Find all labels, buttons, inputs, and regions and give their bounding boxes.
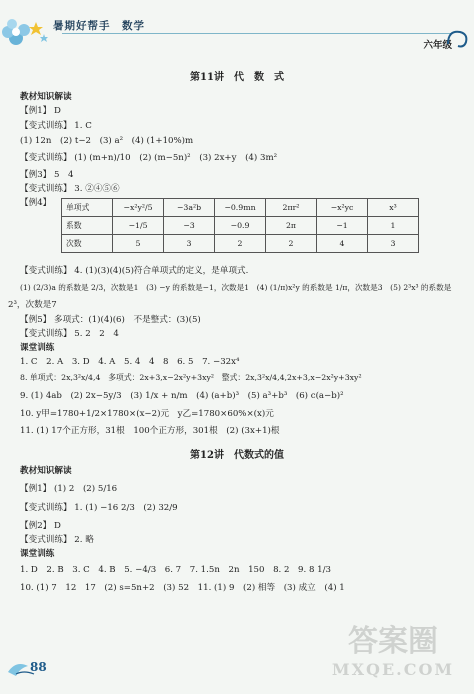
- lesson12-variant2: 【变式训练】 2. 略: [20, 535, 94, 545]
- lesson11-example4: 【例4】: [20, 198, 52, 208]
- table-cell: −3a²b: [164, 199, 215, 217]
- lesson11-practice-1-7: 1. C 2. A 3. D 4. A 5. 4 4 8 6. 5 7. −32x⁴: [20, 357, 240, 367]
- table-cell: 系数: [62, 217, 113, 235]
- table-cell: −1/5: [113, 217, 164, 235]
- table-cell: 2: [266, 235, 317, 253]
- page-number: 88: [30, 660, 47, 674]
- table-cell: 3: [368, 235, 419, 253]
- table-cell: 2π: [266, 217, 317, 235]
- lesson11-variant4-tail: 2³，次数是7: [8, 300, 57, 310]
- lesson11-example5: 【例5】 多项式：(1)(4)(6) 不是整式：(3)(5): [20, 315, 201, 325]
- table-cell: −3: [164, 217, 215, 235]
- lesson11-example1: 【例1】 D: [20, 106, 61, 116]
- lesson12-variant1: 【变式训练】 1. (1) −16 2/3 (2) 32/9: [20, 503, 178, 513]
- table-row: [62, 235, 419, 253]
- lesson11-variant5: 【变式训练】 5. 2 2 4: [20, 329, 119, 339]
- table-cell: 3: [164, 235, 215, 253]
- watermark-text: 答案圈: [348, 624, 438, 659]
- table-cell: x³: [368, 199, 419, 217]
- lesson11-variant3: 【变式训练】 3. ②④⑤⑥: [20, 184, 120, 194]
- grade-label: 六年级: [423, 40, 452, 51]
- table-cell: 2: [215, 235, 266, 253]
- lesson11-variant4: 【变式训练】 4. (1)(3)(4)(5)符合单项式的定义，是单项式.: [20, 266, 249, 276]
- lesson12-example1: 【例1】 (1) 2 (2) 5/16: [20, 484, 118, 494]
- page-header: [0, 0, 474, 52]
- table-cell: −0.9: [215, 217, 266, 235]
- lesson11-practice-10: 10. y甲=1780+1/2×1780×(x−2)元 y乙=1780×60%×(x)元: [20, 409, 274, 419]
- table-cell: 单项式: [62, 199, 113, 217]
- lesson11-practice-9: 9. (1) 4ab (2) 2x−5y/3 (3) 1/x + n/m (4) (a+b)³ (5) a³+b³ (6) c(a−b)²: [20, 391, 344, 401]
- table-cell: −1: [317, 217, 368, 235]
- table-cell: −x²y²/5: [113, 199, 164, 217]
- lesson11-practice-11: 11. (1) 17个正方形，31根 100个正方形，301根 (2) (3x+1)根: [20, 426, 280, 436]
- table-cell: −x²yc: [317, 199, 368, 217]
- lesson12-example2: 【例2】 D: [20, 521, 61, 531]
- lesson11-intro: 教材知识解读: [20, 92, 72, 102]
- lesson11-practice-8: 8. 单项式：2x,3²x/4,4 多项式：2x+3,x−2x²y+3xy² 整式：2x,3²x/4,4,2x+3,x−2x²y+3xy²: [20, 373, 362, 382]
- lesson12-practice-1-9: 1. D 2. B 3. C 4. B 5. −4/3 6. 7 7. 1.5n 2n 150 8. 2 9. 8 1/3: [20, 565, 332, 575]
- lesson12-title: 第12讲 代数式的值: [190, 450, 284, 461]
- header-divider: [62, 33, 452, 34]
- lesson11-variant2: 【变式训练】 (1) (m+n)/10 (2) (m−5n)² (3) 2x+y (4) 3m²: [20, 153, 278, 163]
- table-row: [62, 217, 419, 235]
- table-cell: 次数: [62, 235, 113, 253]
- lesson11-title: 第11讲 代 数 式: [190, 72, 284, 83]
- table-cell: −0.9mn: [215, 199, 266, 217]
- lesson12-intro: 教材知识解读: [20, 466, 72, 476]
- flower-logo-icon: [0, 0, 60, 52]
- lesson11-variant1-answers: (1) 12n (2) t−2 (3) a² (4) (1+10%)m: [20, 136, 194, 146]
- lesson11-example3: 【例3】 5 4: [20, 170, 74, 180]
- lesson11-variant4-detail: (1) (2/3)a 的系数是 2/3，次数是1 (3) −y 的系数是−1，次数是1 (4) (1/π)x²y 的系数是 1/π，次数是3 (5) 2³x³ 的系数是: [20, 283, 452, 292]
- swirl-decoration-icon: [442, 24, 472, 54]
- table-cell: 2πr²: [266, 199, 317, 217]
- lesson11-class-practice: 课堂训练: [20, 343, 55, 353]
- watermark-logo: [318, 616, 468, 688]
- watermark-url: MXQE.COM: [331, 660, 455, 679]
- lesson12-class-practice: 课堂训练: [20, 549, 55, 559]
- monomial-table: [61, 198, 419, 253]
- table-row: [62, 199, 419, 217]
- lesson11-variant1: 【变式训练】 1. C: [20, 121, 92, 131]
- table-cell: 1: [368, 217, 419, 235]
- table-cell: 5: [113, 235, 164, 253]
- series-title: 暑期好帮手 数学: [53, 20, 145, 32]
- table-cell: 4: [317, 235, 368, 253]
- lesson12-practice-10-11: 10. (1) 7 12 17 (2) s=5n+2 (3) 52 11. (1) 9 (2) 相等 (3) 成立 (4) 1: [20, 583, 345, 593]
